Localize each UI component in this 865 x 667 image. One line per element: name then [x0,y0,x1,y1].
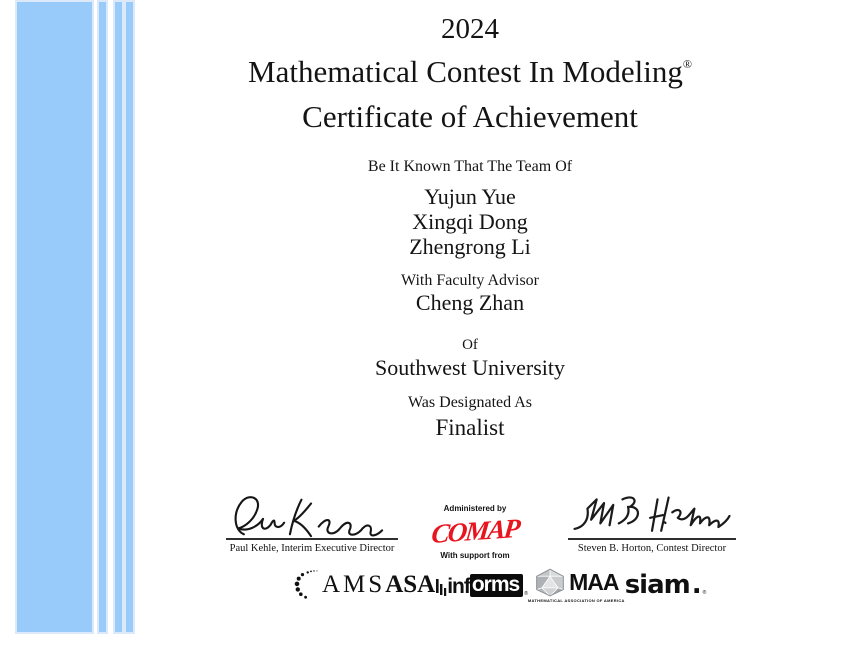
registered-mark: ® [682,57,692,71]
ams-logo [294,570,385,600]
informs-box: orms [470,574,523,597]
siam-logo [625,570,707,600]
support-from-label: With support from [440,551,510,560]
certificate-title [135,54,805,90]
siam-period: . [691,570,702,600]
asa-label: ASA [385,571,436,598]
siam-label: siam [624,570,690,600]
certificate-subtitle: Certificate of Achievement [302,99,638,134]
signature-block-right [568,492,736,554]
asa-bars-icon [436,577,447,597]
designated-label: Was Designated As [407,394,533,411]
of-label: Of [462,337,478,353]
paul-kehle-signature [227,492,397,540]
team-member-3: Zhengrong Li [409,234,531,259]
maa-logo-top [534,568,618,597]
siam-registered-mark: ® [702,590,707,596]
ams-dots-icon [294,570,320,600]
steven-horton-signature [569,492,735,540]
team-member-list [135,184,805,259]
signature-block-left [226,492,398,554]
certificate-title-text: Mathematical Contest In Modeling [248,54,683,89]
certificate-year: 2024 [441,13,499,45]
advisor-label: With Faculty Advisor [400,272,539,289]
asa-logo [385,571,447,599]
blue-stripe-thin-3 [126,2,133,632]
signature-line-left [226,538,398,540]
informs-prefix: inf [447,574,470,598]
award-designation: Finalist [435,415,505,440]
administered-by-block [430,504,520,560]
informs-logo [447,574,528,597]
blue-stripe-wide [17,2,92,632]
maa-label: MAA [569,568,619,595]
signature-title-left: Paul Kehle, Interim Executive Director [229,543,395,554]
ams-label: AMS [322,571,386,598]
sponsor-logo-row [294,565,707,605]
team-member-2: Xingqi Dong [412,209,528,234]
maa-icosahedron-icon [534,568,566,597]
comap-logo: COMAP [430,513,521,549]
maa-logo [528,568,625,603]
blue-stripe-thin-1 [99,2,106,632]
advisor-name: Cheng Zhan [415,290,525,315]
known-line: Be It Known That The Team Of [367,158,573,175]
team-member-1: Yujun Yue [424,184,516,209]
signature-line-right [568,538,736,540]
signature-title-right: Steven B. Horton, Contest Director [577,543,727,554]
administered-by-label: Administered by [443,504,507,513]
maa-caption: MATHEMATICAL ASSOCIATION OF AMERICA [527,597,625,603]
informs-registered-mark: ® [524,590,528,597]
institution-name: Southwest University [374,355,566,380]
blue-stripe-thin-2 [115,2,122,632]
